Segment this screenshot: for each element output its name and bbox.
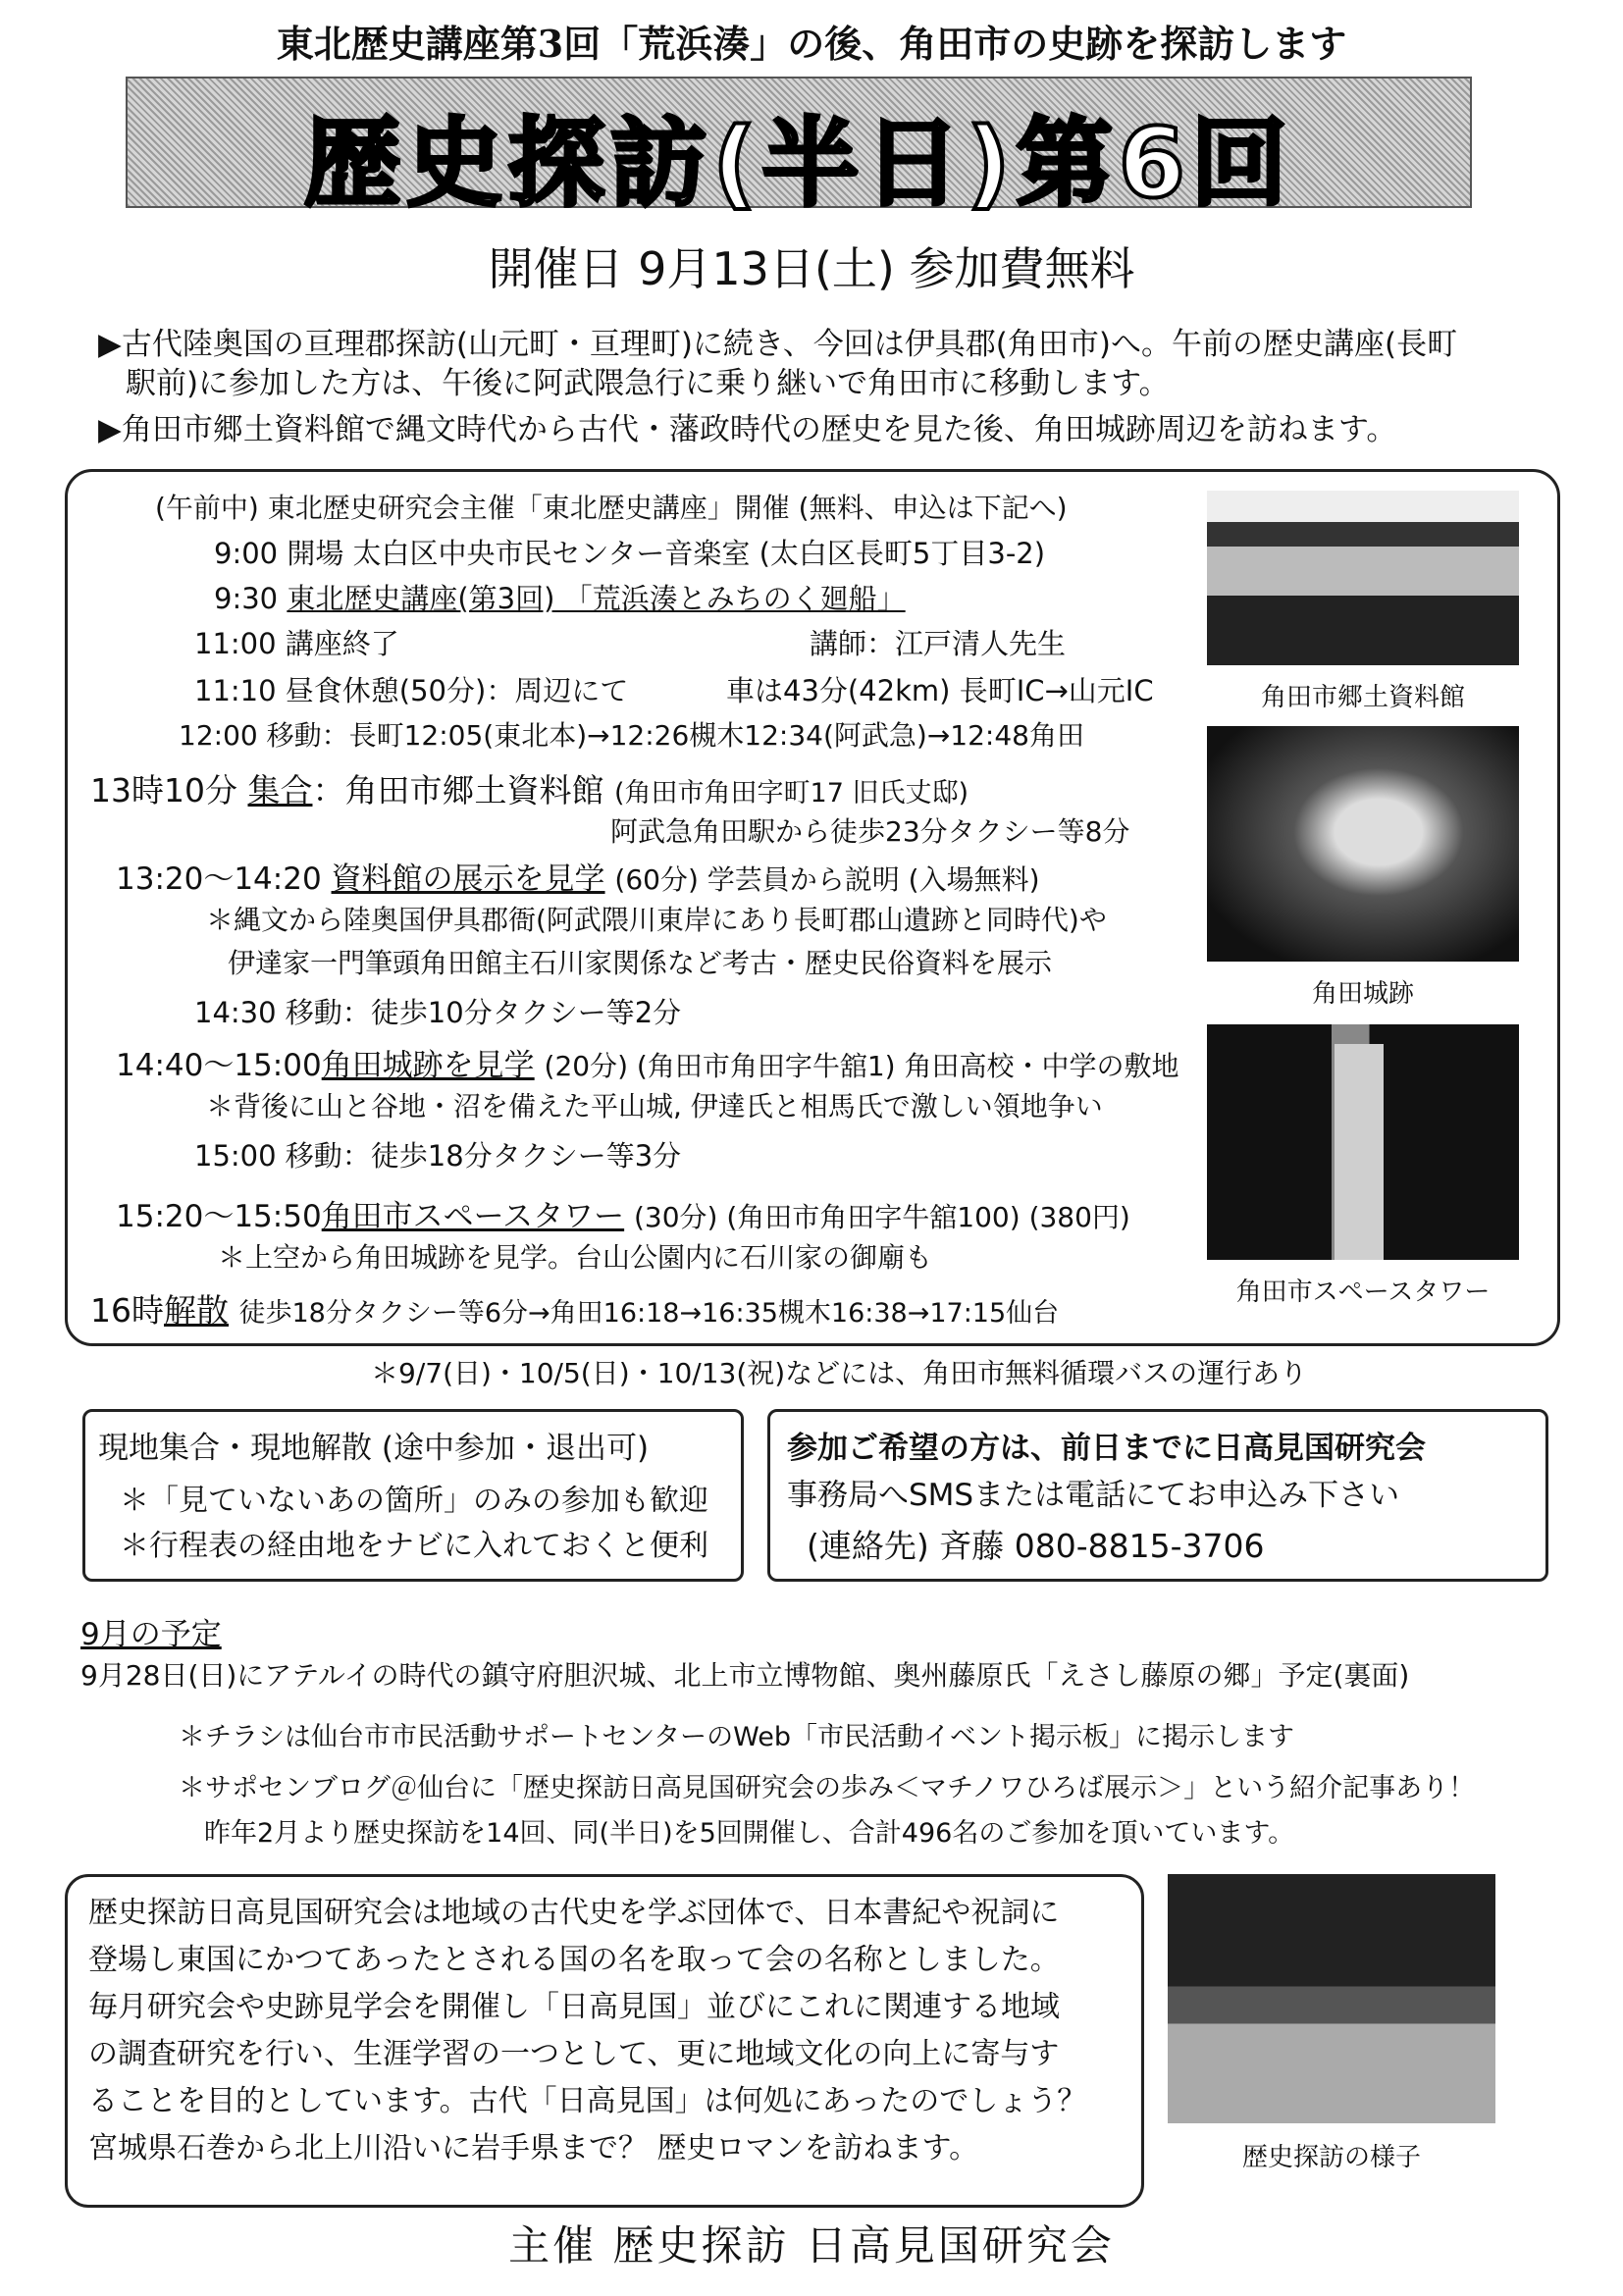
meeting-note-1: ＊「見ていないあの箇所」のみの参加も歓迎 [120, 1484, 708, 1518]
date-line: 開催日 9月13日(土) 参加費無料 [488, 242, 1135, 295]
museum-time: 13:20～14:20 [116, 861, 322, 897]
contact-line-2: 事務局へSMSまたは電話にてお申込み下さい [787, 1478, 1400, 1513]
about-line-5: ることを目的としています。古代「日高見国」は何処にあったのでしょう？ [88, 2084, 1087, 2118]
move-1: 14:30 移動：徒歩10分タクシー等2分 [194, 996, 682, 1029]
intro-bullet-1a: ▶古代陸奥国の亘理郡探訪(山元町・亘理町)に続き、今回は伊具郡(角田市)へ。午前の歴史講座(長町 [98, 327, 1458, 362]
tower-photo-caption: 角田市スペースタワー [1235, 1278, 1491, 1307]
september-line: 9月28日(日)にアテルイの時代の鎮守府胆沢城、北上市立博物館、奥州藤原氏「えさし藤原の郷」予定(裏面) [80, 1659, 1410, 1692]
morning-header: (午前中) 東北歴史研究会主催「東北歴史講座」開催 (無料、申込は下記へ) [155, 492, 1068, 524]
note-1: ＊チラシは仙台市市民活動サポートセンターのWeb「市民活動イベント掲示板」に掲示します [179, 1722, 1294, 1752]
banner-title: 歴史探訪(半日)第6回 [304, 108, 1293, 220]
castle-rest: (20分) (角田市角田字牛舘1) 角田高校・中学の敷地 [544, 1050, 1179, 1082]
dismiss-label: 解散 [164, 1291, 229, 1330]
dismiss-time: 16時 [90, 1291, 164, 1330]
museum-rest: (60分) 学芸員から説明 (入場無料) [614, 863, 1040, 896]
tower-note: ＊上空から角田城跡を見学。台山公園内に石川家の御廟も [218, 1241, 933, 1274]
about-line-3: 毎月研究会や史跡見学会を開催し「日高見国」並びにこれに関連する地域 [88, 1990, 1060, 2024]
about-line-6: 宮城県石巻から北上川沿いに岩手県まで？ 歴史ロマンを訪ねます。 [88, 2131, 979, 2166]
organizer-footer: 主催 歴史探訪 日高見国研究会 [508, 2221, 1115, 2270]
about-line-1: 歴史探訪日高見国研究会は地域の古代史を学ぶ団体で、日本書紀や祝詞に [88, 1896, 1060, 1930]
row-0900: 9:00 開場 太白区中央市民センター音楽室 (太白区長町5丁目3-2) [214, 537, 1046, 570]
meeting-title: 現地集合・現地解散 (途中参加・退出可) [98, 1431, 650, 1466]
castle-title: 角田城跡を見学 [321, 1048, 535, 1083]
note-3: 昨年2月より歴史探訪を14回、同(半日)を5回開催し、合計496名のご参加を頂いています。 [204, 1818, 1295, 1849]
castle-row [116, 1040, 1179, 1084]
lecturer: 講師：江戸清人先生 [810, 627, 1067, 660]
subtitle: 東北歴史講座第3回「荒浜湊」の後、角田市の史跡を探訪します [276, 22, 1347, 66]
dismiss-row [90, 1285, 1059, 1331]
gather-address: (角田市角田字町17 旧氏丈邸) [613, 778, 969, 809]
september-heading: 9月の予定 [80, 1617, 222, 1652]
tower-title: 角田市スペースタワー [321, 1199, 625, 1234]
tour-photo [1168, 1874, 1495, 2123]
tower-photo [1207, 1024, 1519, 1260]
museum-note-1: ＊縄文から陸奥国伊具郡衙(阿武隈川東岸にあり長町郡山遺跡と同時代)や [206, 904, 1107, 936]
row-0930-time: 9:30 [214, 582, 279, 615]
row-1100: 11:00 講座終了 [194, 627, 399, 660]
gather-access: 阿武急角田駅から徒歩23分タクシー等8分 [610, 815, 1130, 848]
bus-note: ＊9/7(日)・10/5(日)・10/13(祝)などには、角田市無料循環バスの運行あり [371, 1357, 1308, 1389]
castle-note: ＊背後に山と谷地・沼を備えた平山城, 伊達氏と相馬氏で激しい領地争い [206, 1090, 1103, 1122]
contact-line-1: 参加ご希望の方は、前日までに日高見国研究会 [787, 1431, 1426, 1466]
about-line-2: 登場し東国にかつてあったとされる国の名を取って会の名称としました。 [88, 1943, 1060, 1977]
note-2: ＊サポセンブログ＠仙台に「歴史探訪日高見国研究会の歩み＜マチノワひろば展示＞」という紹介記事あり！ [179, 1773, 1476, 1803]
contact-line-3: (連絡先) 斉藤 080-8815-3706 [807, 1527, 1265, 1565]
museum-note-2: 伊達家一門筆頭角田館主石川家関係など考古・歴史民俗資料を展示 [228, 947, 1053, 979]
intro-bullet-2: ▶角田市郷土資料館で縄文時代から古代・藩政時代の歴史を見た後、角田城跡周辺を訪ねます。 [98, 412, 1397, 447]
car-info: 車は43分(42km) 長町IC→山元IC [726, 674, 1154, 707]
tower-time: 15:20～15:50 [116, 1199, 322, 1234]
tower-row [116, 1191, 1130, 1235]
tour-photo-caption: 歴史探訪の様子 [1241, 2143, 1421, 2172]
castle-photo-caption: 角田城跡 [1311, 979, 1414, 1009]
castle-photo [1207, 726, 1519, 962]
museum-row [116, 854, 1040, 898]
gather-place: ：角田市郷土資料館 [312, 771, 604, 809]
row-0930 [214, 577, 906, 617]
meeting-note-2: ＊行程表の経由地をナビに入れておくと便利 [120, 1529, 708, 1563]
museum-photo [1207, 491, 1519, 665]
castle-time: 14:40～15:00 [116, 1048, 322, 1083]
gather-time: 13時10分 [90, 771, 237, 809]
museum-photo-caption: 角田市郷土資料館 [1260, 683, 1465, 712]
title-banner [126, 77, 1472, 220]
dismiss-rest: 徒歩18分タクシー等6分→角田16:18→16:35槻木16:38→17:15仙台 [238, 1298, 1060, 1329]
row-1110: 11:10 昼食休憩(50分)：周辺にて [194, 674, 629, 707]
intro-bullet-1b: 駅前)に参加した方は、午後に阿武隈急行に乗り継いで角田市に移動します。 [126, 366, 1170, 401]
gather-row [90, 765, 969, 811]
museum-title: 資料館の展示を見学 [331, 861, 605, 897]
tower-shape [1335, 1044, 1384, 1260]
row-1200: 12:00 移動：長町12:05(東北本)→12:26槻木12:34(阿武急)→12:48角田 [179, 719, 1084, 752]
tower-rest: (30分) (角田市角田字牛舘100) (380円) [634, 1201, 1130, 1233]
about-line-4: の調査研究を行い、生涯学習の一つとして、更に地域文化の向上に寄与す [88, 2037, 1060, 2071]
gather-label: 集合 [247, 771, 313, 809]
move-2: 15:00 移動：徒歩18分タクシー等3分 [194, 1139, 682, 1173]
row-0930-title: 東北歴史講座(第3回) 「荒浜湊とみちのく廻船」 [287, 582, 906, 615]
